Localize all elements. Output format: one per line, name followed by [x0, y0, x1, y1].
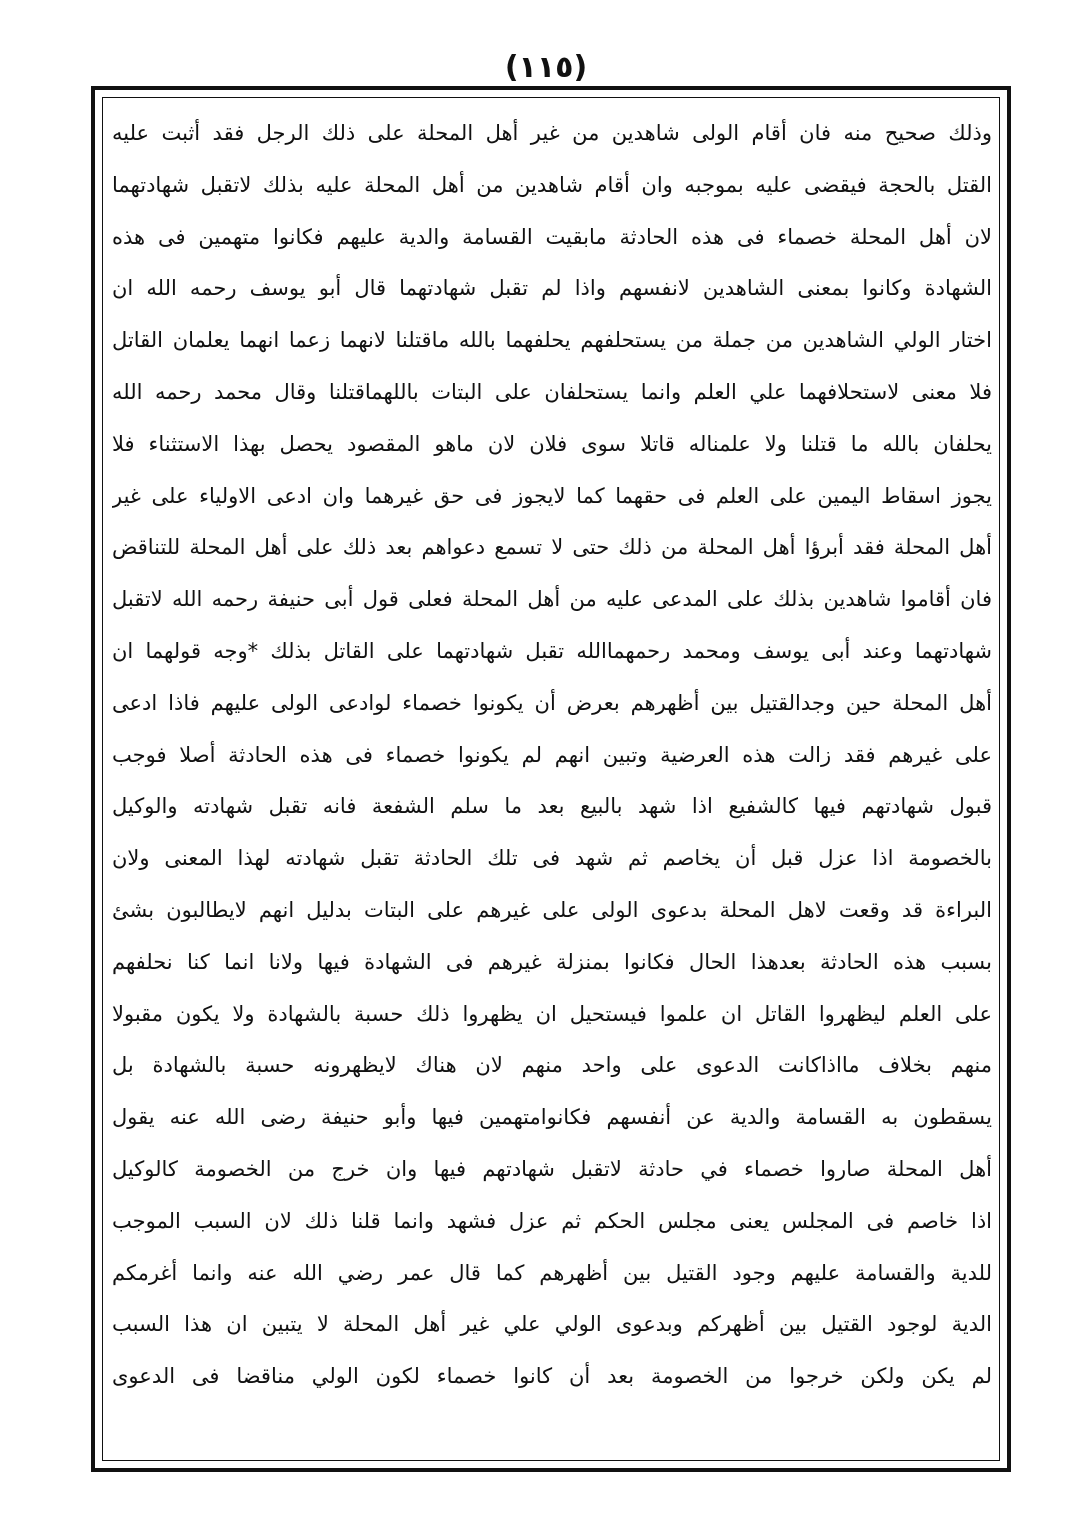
text-line: أهل المحلة حين وجدالقتيل بين أظهرهم بعرض أن يكونوا خصماء لوادعى الولى عليهم فاذا ادعى — [112, 690, 992, 715]
text-line: الشهادة وكانوا بمعنى الشاهدين لانفسهم واذا لم تقبل شهادتهما قال أبو يوسف رحمه الله ان — [112, 276, 992, 301]
text-line: اختار الولي الشاهدين من جملة من يستحلفهم يحلفهما بالله ماقتلنا لانهما زعما انهما يعلمان القاتل — [112, 328, 992, 353]
text-line: فان أقاموا شاهدين بذلك على المدعى عليه من أهل المحلة فعلى قول أبى حنيفة رحمه الله لاتقبل — [112, 587, 992, 612]
text-line: اذا خاصم فى المجلس يعنى مجلس الحكم ثم عزل فشهد وانما قلنا ذلك لان السبب الموجب — [112, 1208, 992, 1233]
text-line: قبول شهادتهم فيها كالشفيع اذا شهد بالبيع بعد ما سلم الشفعة فانه تقبل شهادته والوكيل — [112, 794, 992, 819]
text-line: القتل بالحجة فيقضى عليه بموجبه وان أقام شاهدين من أهل المحلة عليه بذلك لاتقبل شهادتهما — [112, 172, 992, 197]
text-line: لم يكن ولكن خرجوا من الخصومة بعد أن كانوا خصماء لكون الولي مناقضا فى الدعوى — [112, 1364, 992, 1389]
text-line: منهم بخلاف مااذاكانت الدعوى على واحد منهم لان هناك لايظهرونه حسبة بالشهادة بل — [112, 1053, 992, 1078]
text-line: يحلفان بالله ما قتلنا ولا علمناله قاتلا سوى فلان لان ماهو المقصود يحصل بهذا الاستثناء فلا — [112, 431, 992, 456]
text-line: يسقطون به القسامة والدية عن أنفسهم فكانوامتهمين فيها وأبو حنيفة رضى الله عنه يقول — [112, 1105, 992, 1130]
text-line: البراءة قد وقعت لاهل المحلة بدعوى الولى على غيرهم على البتات بدليل انهم لايطالبون بشئ — [112, 897, 992, 922]
text-line: على العلم ليظهروا القاتل ان علموا فيستحيل ان يظهروا ذلك حسبة بالشهادة ولا يكون مقبولا — [112, 1001, 992, 1026]
page-number: (١١٥) — [504, 50, 588, 85]
text-line: وذلك صحيح منه فان أقام الولى شاهدين من غير أهل المحلة على ذلك الرجل فقد أثبت عليه — [112, 121, 992, 145]
text-line: فلا معنى لاستحلافهما علي العلم وانما يستحلفان على البتات باللهماقتلنا وقال محمد رحمه الله — [112, 379, 992, 404]
text-line: على غيرهم فقد زالت هذه العرضية وتبين انهم لم يكونوا خصماء فى هذه الحادثة أصلا فوجب — [112, 742, 992, 767]
text-line: للدية والقسامة عليهم وجود القتيل بين أظهرهم كما قال عمر رضي الله عنه وانما أغرمكم — [112, 1260, 992, 1285]
text-line: أهل المحلة صاروا خصماء في حادثة لاتقبل شهادتهم فيها وان خرج من الخصومة كالوكيل — [112, 1156, 992, 1181]
body-text — [112, 108, 992, 1403]
text-line: لان أهل المحلة خصماء فى هذه الحادثة مابقيت القسامة والدية عليهم فكانوا متهمين فى هذه — [112, 224, 992, 249]
text-line: أهل المحلة فقد أبرؤا أهل المحلة من ذلك حتى لا تسمع دعواهم بعد ذلك على أهل المحلة للتناقض — [112, 535, 992, 560]
text-line: بسبب هذه الحادثة بعدهذا الحال فكانوا بمنزلة غيرهم فى الشهادة فيها ولانا انما كنا نحلفهم — [112, 949, 992, 974]
text-line: يجوز اسقاط اليمين على العلم فى حقهما كما لايجوز فى حق غيرهما وان ادعى الاولياء على غير — [112, 483, 992, 508]
text-line: بالخصومة اذا عزل قبل أن يخاصم ثم شهد فى تلك الحادثة تقبل شهادته لهذا المعنى ولان — [112, 846, 992, 871]
text-line: شهادتهما وعند أبى يوسف ومحمد رحمهماالله تقبل شهادتهما على القاتل بذلك *وجه قولهما ان — [112, 638, 992, 663]
text-line: الدية لوجود القتيل بين أظهركم وبدعوى الولي علي غير أهل المحلة لا يتبين ان هذا السبب — [112, 1312, 992, 1337]
